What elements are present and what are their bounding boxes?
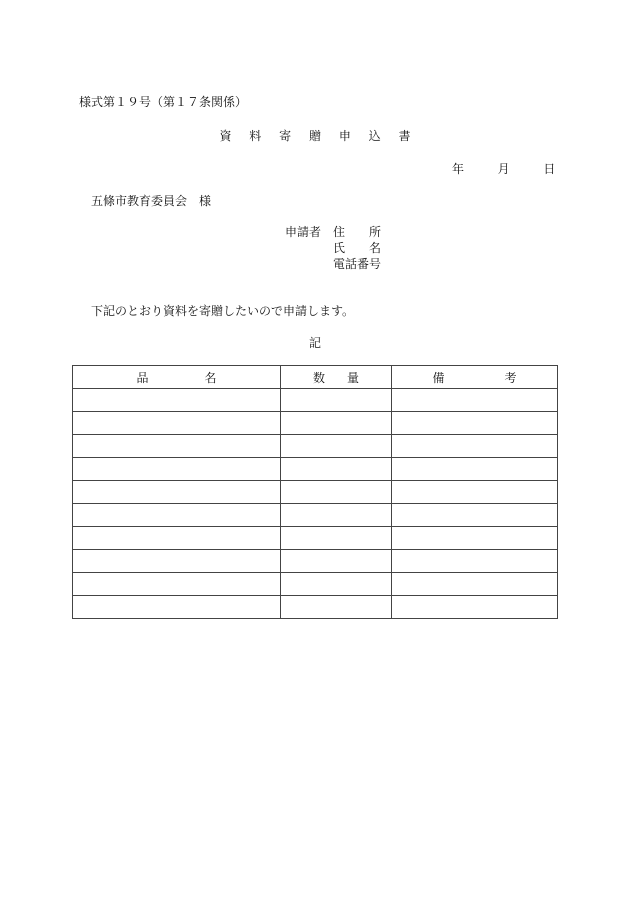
item-cell[interactable] (73, 458, 281, 481)
quantity-cell[interactable] (281, 527, 392, 550)
header-quantity: 数量 (281, 366, 392, 389)
title-char: 込 (368, 129, 381, 143)
table-row (73, 504, 558, 527)
quantity-cell[interactable] (281, 412, 392, 435)
remarks-cell[interactable] (392, 458, 558, 481)
date-day: 日 (543, 162, 556, 176)
ki-heading: 記 (308, 336, 321, 350)
date-line (452, 162, 555, 176)
header-remarks: 備考 (392, 366, 558, 389)
item-cell[interactable] (73, 504, 281, 527)
item-cell[interactable] (73, 435, 281, 458)
table-row (73, 389, 558, 412)
table-header-row (73, 366, 558, 389)
applicant-role: 申請者 (285, 225, 322, 239)
table-row (73, 527, 558, 550)
applicant-name-label: 氏名 (333, 241, 381, 255)
item-cell[interactable] (73, 481, 281, 504)
title-char: 書 (398, 129, 411, 143)
table-row (73, 412, 558, 435)
title-char: 申 (338, 129, 351, 143)
title-char: 資 (219, 129, 232, 143)
quantity-cell[interactable] (281, 504, 392, 527)
quantity-cell[interactable] (281, 458, 392, 481)
document-title (0, 129, 630, 143)
remarks-cell[interactable] (392, 481, 558, 504)
remarks-cell[interactable] (392, 412, 558, 435)
table-row (73, 596, 558, 619)
remarks-cell[interactable] (392, 435, 558, 458)
applicant-phone-label: 電話番号 (333, 257, 382, 271)
addressee: 五條市教育委員会 様 (91, 194, 212, 208)
title-char: 寄 (279, 129, 292, 143)
table-row (73, 458, 558, 481)
request-text: 下記のとおり資料を寄贈したいので申請します。 (91, 304, 355, 318)
table-row (73, 573, 558, 596)
remarks-cell[interactable] (392, 550, 558, 573)
remarks-cell[interactable] (392, 573, 558, 596)
remarks-cell[interactable] (392, 389, 558, 412)
date-year: 年 (452, 162, 465, 176)
table-row (73, 481, 558, 504)
quantity-cell[interactable] (281, 550, 392, 573)
item-cell[interactable] (73, 596, 281, 619)
item-cell[interactable] (73, 527, 281, 550)
remarks-cell[interactable] (392, 527, 558, 550)
date-month: 月 (497, 162, 510, 176)
table-row (73, 435, 558, 458)
remarks-cell[interactable] (392, 504, 558, 527)
item-cell[interactable] (73, 573, 281, 596)
item-cell[interactable] (73, 550, 281, 573)
quantity-cell[interactable] (281, 596, 392, 619)
applicant-address-label: 住所 (333, 225, 381, 239)
item-cell[interactable] (73, 412, 281, 435)
quantity-cell[interactable] (281, 573, 392, 596)
table-row (73, 550, 558, 573)
donation-items-table (72, 365, 558, 619)
item-cell[interactable] (73, 389, 281, 412)
header-item: 品名 (73, 366, 281, 389)
title-char: 料 (249, 129, 262, 143)
title-char: 贈 (308, 129, 321, 143)
form-number: 様式第１９号（第１７条関係） (79, 95, 248, 109)
quantity-cell[interactable] (281, 435, 392, 458)
quantity-cell[interactable] (281, 481, 392, 504)
remarks-cell[interactable] (392, 596, 558, 619)
quantity-cell[interactable] (281, 389, 392, 412)
